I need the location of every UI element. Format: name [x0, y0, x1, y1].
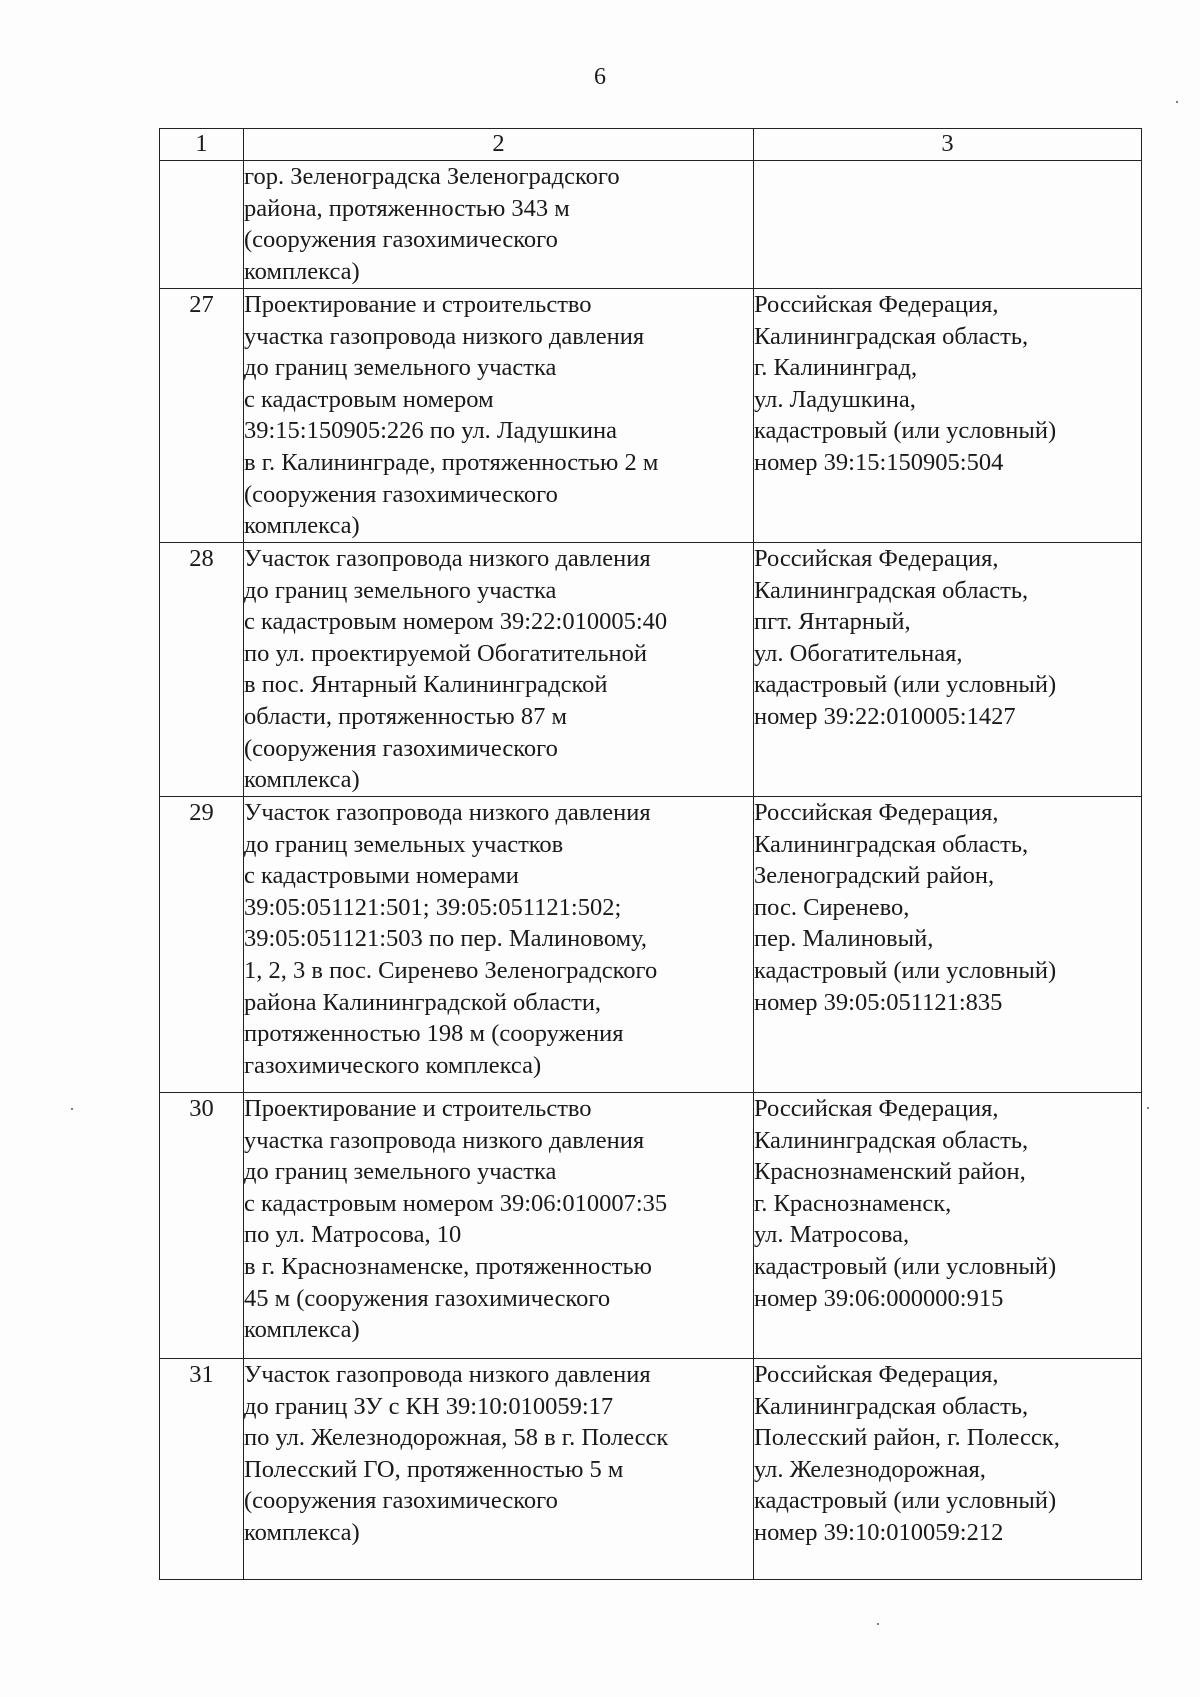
cell-text-line: Проектирование и строительство — [244, 1095, 592, 1122]
object-description — [244, 161, 754, 289]
cell-text-line: номер 39:22:010005:1427 — [754, 702, 1016, 730]
cell-text-line: до границ земельных участков — [244, 830, 564, 858]
scan-speck — [1147, 1107, 1149, 1109]
cell-text-line: кадастровый (или условный) — [754, 417, 1057, 445]
cell-text-line: номер 39:05:051121:835 — [754, 988, 1003, 1016]
object-address — [754, 289, 1142, 543]
cell-text-line: 1, 2, 3 в пос. Сиренево Зеленоградского — [244, 956, 658, 984]
row-number — [160, 161, 244, 289]
cell-text-line: Участок газопровода низкого давления — [244, 799, 651, 826]
cell-text-line: с кадастровым номером 39:06:010007:35 — [244, 1189, 668, 1217]
row-number: 30 — [160, 1093, 244, 1359]
cell-text-line: Калининградская область, — [754, 1392, 1029, 1420]
cell-text-line: комплекса) — [244, 1316, 360, 1344]
page-number: 6 — [594, 64, 606, 90]
object-address — [754, 1093, 1142, 1359]
cell-text-line: комплекса) — [244, 512, 360, 540]
cell-text-line: Российская Федерация, — [754, 1361, 999, 1388]
cell-text-line: по ул. Матросова, 10 — [244, 1221, 462, 1249]
cell-text-line: Проектирование и строительство — [244, 291, 592, 318]
cell-text-line: Калининградская область, — [754, 830, 1029, 858]
cell-text-line: комплекса) — [244, 1518, 360, 1546]
cell-text-line: номер 39:10:010059:212 — [754, 1518, 1004, 1546]
cell-text-line: ул. Ладушкина, — [754, 385, 916, 413]
cell-text-line: 45 м (сооружения газохимического — [244, 1284, 611, 1312]
header-cell-2: 2 — [244, 129, 754, 161]
cell-text-line: (сооружения газохимического — [244, 734, 558, 762]
object-description — [244, 1093, 754, 1359]
cell-text-line: комплекса) — [244, 257, 360, 285]
cell-text-line: участка газопровода низкого давления — [244, 1126, 645, 1154]
cell-text-line: в г. Краснознаменске, протяженностью — [244, 1252, 652, 1280]
scan-speck — [877, 1623, 879, 1625]
cell-text-line: ул. Матросова, — [754, 1221, 910, 1249]
cell-text-line: Краснознаменский район, — [754, 1158, 1026, 1186]
object-description — [244, 1359, 754, 1580]
scan-speck — [1176, 101, 1178, 103]
cell-text-line: (сооружения газохимического — [244, 480, 558, 508]
cell-text-line: гор. Зеленоградска Зеленоградского — [244, 163, 620, 190]
cell-text-line: Участок газопровода низкого давления — [244, 1361, 651, 1388]
cell-text-line: кадастровый (или условный) — [754, 1487, 1057, 1515]
cell-text-line: до границ земельного участка — [244, 576, 557, 604]
object-description — [244, 797, 754, 1093]
object-address — [754, 797, 1142, 1093]
table-row — [160, 161, 1142, 289]
cell-text-line: Участок газопровода низкого давления — [244, 545, 651, 572]
data-table — [159, 128, 1142, 1580]
cell-text-line: до границ ЗУ с КН 39:10:010059:17 — [244, 1392, 614, 1420]
cell-text-line: 39:05:051121:503 по пер. Малиновому, — [244, 925, 648, 953]
cell-text-line: Калининградская область, — [754, 576, 1029, 604]
object-description — [244, 289, 754, 543]
cell-text-line: до границ земельного участка — [244, 354, 557, 382]
table-row — [160, 797, 1142, 1093]
cell-text-line: 39:05:051121:501; 39:05:051121:502; — [244, 893, 622, 921]
cell-text-line: до границ земельного участка — [244, 1158, 557, 1186]
cell-text-line: Российская Федерация, — [754, 291, 999, 318]
header-cell-1: 1 — [160, 129, 244, 161]
scan-speck — [71, 1108, 73, 1110]
cell-text-line: пос. Сиренево, — [754, 893, 910, 921]
cell-text-line: района Калининградской области, — [244, 988, 602, 1016]
cell-text-line: кадастровый (или условный) — [754, 671, 1057, 699]
row-number: 27 — [160, 289, 244, 543]
table-row — [160, 1359, 1142, 1580]
table-header-row — [160, 129, 1142, 161]
object-address — [754, 1359, 1142, 1580]
cell-text-line: номер 39:15:150905:504 — [754, 448, 1004, 476]
cell-text-line: Полесский ГО, протяженностью 5 м — [244, 1455, 624, 1483]
cell-text-line: по ул. проектируемой Обогатительной — [244, 639, 648, 667]
cell-text-line: с кадастровым номером — [244, 385, 494, 413]
object-address — [754, 161, 1142, 289]
cell-text-line: газохимического комплекса) — [244, 1051, 542, 1079]
cell-text-line: г. Калининград, — [754, 354, 918, 382]
cell-text-line: пер. Малиновый, — [754, 925, 934, 953]
cell-text-line: комплекса) — [244, 766, 360, 794]
row-number: 29 — [160, 797, 244, 1093]
cell-text-line: Полесский район, г. Полесск, — [754, 1424, 1060, 1452]
cell-text-line: Зеленоградский район, — [754, 862, 995, 890]
cell-text-line: кадастровый (или условный) — [754, 956, 1057, 984]
cell-text-line: ул. Обогатительная, — [754, 639, 963, 667]
cell-text-line: с кадастровым номером 39:22:010005:40 — [244, 608, 668, 636]
cell-text-line: пгт. Янтарный, — [754, 608, 911, 636]
row-number: 28 — [160, 543, 244, 797]
cell-text-line: Российская Федерация, — [754, 799, 999, 826]
object-description — [244, 543, 754, 797]
table-row — [160, 289, 1142, 543]
cell-text-line: в г. Калининграде, протяженностью 2 м — [244, 448, 659, 476]
cell-text-line: по ул. Железнодорожная, 58 в г. Полесск — [244, 1424, 669, 1452]
cell-text-line: кадастровый (или условный) — [754, 1252, 1057, 1280]
cell-text-line: участка газопровода низкого давления — [244, 322, 645, 350]
cell-text-line: ул. Железнодорожная, — [754, 1455, 986, 1483]
cell-text-line: протяженностью 198 м (сооружения — [244, 1020, 624, 1048]
cell-text-line: 39:15:150905:226 по ул. Ладушкина — [244, 417, 618, 445]
row-number: 31 — [160, 1359, 244, 1580]
cell-text-line: Калининградская область, — [754, 322, 1029, 350]
cell-text-line: номер 39:06:000000:915 — [754, 1284, 1004, 1312]
cell-text-line: Российская Федерация, — [754, 1095, 999, 1122]
cell-text-line: Калининградская область, — [754, 1126, 1029, 1154]
cell-text-line: Российская Федерация, — [754, 545, 999, 572]
cell-text-line: (сооружения газохимического — [244, 226, 558, 254]
object-address — [754, 543, 1142, 797]
cell-text-line: г. Краснознаменск, — [754, 1189, 952, 1217]
cell-text-line: области, протяженностью 87 м — [244, 702, 567, 730]
header-cell-3: 3 — [754, 129, 1142, 161]
table-row — [160, 1093, 1142, 1359]
cell-text-line: района, протяженностью 343 м — [244, 194, 570, 222]
cell-text-line: (сооружения газохимического — [244, 1487, 558, 1515]
cell-text-line: в пос. Янтарный Калининградской — [244, 671, 608, 699]
cell-text-line: с кадастровыми номерами — [244, 862, 519, 890]
table-row — [160, 543, 1142, 797]
